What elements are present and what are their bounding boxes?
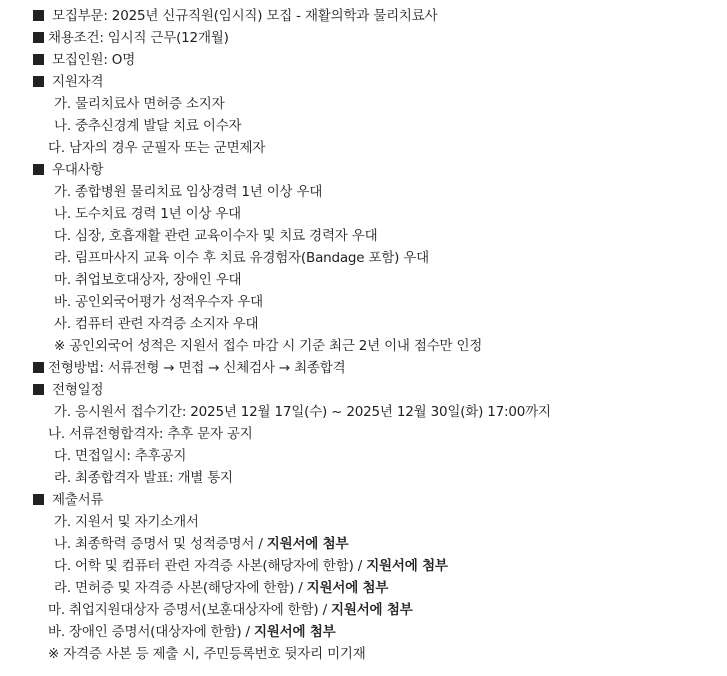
headcount-text: 모집인원: O명 <box>52 52 136 68</box>
list-item: 나. 서류전형합격자: 추후 문자 공지 <box>48 426 253 442</box>
list-item: 다. 면접일시: 추후공지 <box>54 448 187 464</box>
list-item: 바. 공인외국어평가 성적우수자 우대 <box>54 294 263 310</box>
documents-heading <box>0 489 727 511</box>
list-item: 다. 남자의 경우 군필자 또는 군면제자 <box>48 140 266 156</box>
document-item-text: 가. 지원서 및 자기소개서 <box>54 514 199 530</box>
attach-note: 지원서에 첨부 <box>253 624 336 640</box>
recruitment-notice <box>0 5 727 665</box>
list-item <box>0 599 727 621</box>
list-item <box>0 621 727 643</box>
recruit-field-line <box>0 5 727 27</box>
employment-terms-text: 채용조건: 임시직 근무(12개월) <box>48 30 229 46</box>
qualification-title: 지원자격 <box>52 74 104 90</box>
headcount-line <box>0 49 727 71</box>
employment-terms-line <box>0 27 727 49</box>
square-bullet-icon <box>33 362 44 373</box>
square-bullet-icon <box>33 10 44 21</box>
attach-note: 지원서에 첨부 <box>306 580 389 596</box>
list-item: 가. 물리치료사 면허증 소지자 <box>54 96 225 112</box>
square-bullet-icon <box>33 32 44 43</box>
square-bullet-icon <box>33 494 44 505</box>
list-item: 마. 취업보호대상자, 장애인 우대 <box>54 272 242 288</box>
list-item <box>0 533 727 555</box>
preference-title: 우대사항 <box>52 162 104 178</box>
square-bullet-icon <box>33 54 44 65</box>
list-item: 나. 중추신경계 발달 치료 이수자 <box>54 118 242 134</box>
attach-note: 지원서에 첨부 <box>266 536 349 552</box>
list-item: 라. 최종합격자 발표: 개별 통지 <box>54 470 233 486</box>
square-bullet-icon <box>33 384 44 395</box>
recruit-field-text: 모집부문: 2025년 신규직원(임시직) 모집 - 재활의학과 물리치료사 <box>52 8 438 24</box>
document-item-text: 라. 면허증 및 자격증 사본(해당자에 한함) / <box>54 580 307 596</box>
list-item: 가. 응시원서 접수기간: 2025년 12월 17일(수) ~ 2025년 12월 30일(화) 17:00까지 <box>54 404 551 420</box>
document-item-text: 다. 어학 및 컴퓨터 관련 자격증 사본(해당자에 한함) / <box>54 558 367 574</box>
list-item: 라. 림프마사지 교육 이수 후 치료 유경험자(Bandage 포함) 우대 <box>54 250 430 266</box>
square-bullet-icon <box>33 76 44 87</box>
document-item-text: 바. 장애인 증명서(대상자에 한함) / <box>48 624 254 640</box>
documents-note: ※ 자격증 사본 등 제출 시, 주민등록번호 뒷자리 미기재 <box>48 646 366 662</box>
selection-method-line <box>0 357 727 379</box>
attach-note: 지원서에 첨부 <box>331 602 413 618</box>
list-item <box>0 555 727 577</box>
preference-heading <box>0 159 727 181</box>
documents-title: 제출서류 <box>52 492 104 508</box>
document-item-text: 나. 최종학력 증명서 및 성적증명서 / <box>54 536 267 552</box>
list-item <box>0 511 727 533</box>
list-item: 다. 심장, 호흡재활 관련 교육이수자 및 치료 경력자 우대 <box>54 228 378 244</box>
list-item <box>0 577 727 599</box>
attach-note: 지원서에 첨부 <box>366 558 448 574</box>
list-item: 나. 도수치료 경력 1년 이상 우대 <box>54 206 242 222</box>
document-item-text: 마. 취업지원대상자 증명서(보훈대상자에 한함) / <box>48 602 332 618</box>
preference-note: ※ 공인외국어 성적은 지원서 접수 마감 시 기준 최근 2년 이내 점수만 인정 <box>54 338 483 354</box>
schedule-heading <box>0 379 727 401</box>
selection-method-text: 전형방법: 서류전형 → 면접 → 신체검사 → 최종합격 <box>48 360 346 376</box>
schedule-title: 전형일정 <box>52 382 104 398</box>
list-item: 가. 종합병원 물리치료 임상경력 1년 이상 우대 <box>54 184 323 200</box>
list-item: 사. 컴퓨터 관련 자격증 소지자 우대 <box>54 316 259 332</box>
qualification-heading <box>0 71 727 93</box>
square-bullet-icon <box>33 164 44 175</box>
